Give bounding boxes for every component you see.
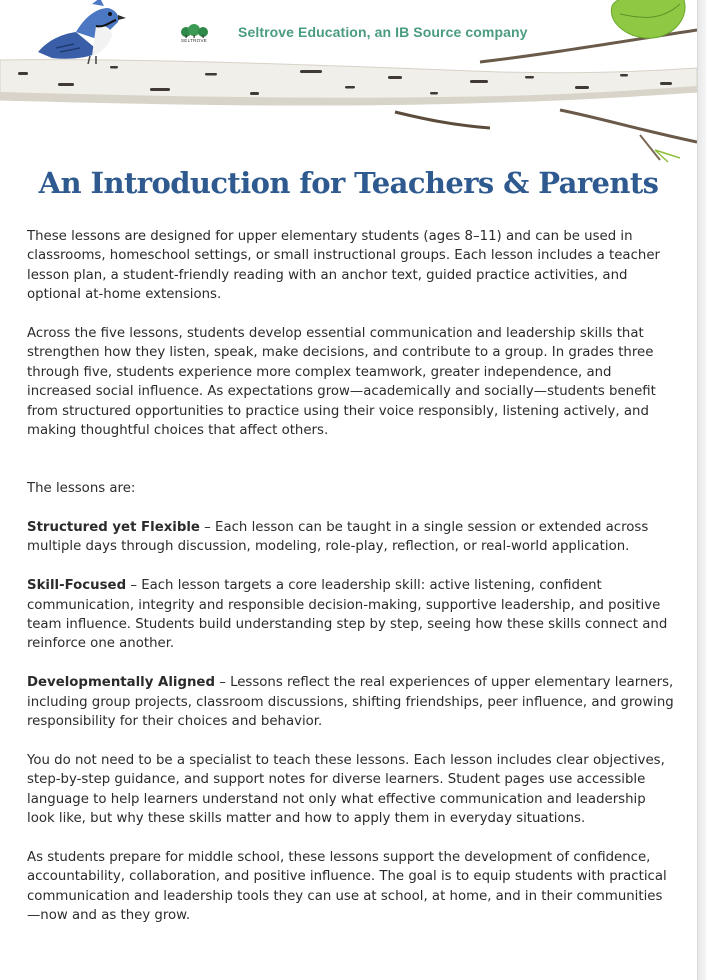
logo-caption: SELTROVE: [181, 38, 208, 43]
feature-text: – Lessons reflect the real experiences of upper elementary learners, including group projects, classroom discussions, shifting friendships, peer influence, and growing responsibility for their choices and behavior.: [27, 675, 674, 730]
brand-name: Seltrove Education, an IB Source company: [238, 24, 528, 40]
closing-paragraph: As students prepare for middle school, these lessons support the development of confidence, accountability, collaboration, and positive influence. The goal is to equip students with practical communication and leadership tools they can use at school, at home, and in their communities—now and as they grow.: [27, 849, 667, 924]
feature-paragraph: [27, 518, 675, 557]
document-body: [27, 227, 675, 926]
lessons-heading: The lessons are:: [27, 481, 136, 497]
page-edge: [697, 0, 706, 980]
closing-paragraph: You do not need to be a specialist to teach these lessons. Each lesson includes clear objectives, step-by-step guidance, and support notes for diverse learners. Student pages use accessible language to help learners understand not only what effective communication and leadership look like, but why these skills matter and how to apply them in everyday situations.: [27, 752, 665, 827]
feature-term: Developmentally Aligned: [27, 675, 215, 691]
intro-paragraph: Across the five lessons, students develop essential communication and leadership skills that strengthen how they listen, speak, make decisions, and contribute to a group. In grades three through five, students experience more complex teamwork, greater independence, and increased social influence. As expectations grow—academically and socially—students benefit from structured opportunities to practice using their voice responsibly, listening actively, and making thoughtful choices that affect others.: [27, 326, 656, 439]
feature-paragraph: [27, 673, 675, 731]
feature-term: Structured yet Flexible: [27, 520, 200, 536]
page-title: An Introduction for Teachers & Parents: [38, 166, 659, 200]
tree-logo-icon: [178, 24, 214, 48]
feature-text: – Each lesson targets a core leadership skill: active listening, confident communication, integrity and responsible decision-making, supportive leadership, and positive team influence. Students build understanding step by step, seeing how these skills connect and reinforce one another.: [27, 578, 668, 652]
blue-jay-bird-illustration: [38, 0, 126, 64]
feature-text: – Each lesson can be taught in a single session or extended across multiple days through discussion, modeling, role-play, reflection, or real-world application.: [27, 520, 649, 555]
feature-term: Skill-Focused: [27, 578, 127, 594]
feature-paragraph: [27, 576, 675, 654]
intro-paragraph: These lessons are designed for upper elementary students (ages 8–11) and can be used in classrooms, homeschool settings, or small instructional groups. Each lesson includes a teacher lesson plan, a student-friendly reading with an anchor text, guided practice activities, and optional at-home extensions.: [27, 229, 660, 303]
